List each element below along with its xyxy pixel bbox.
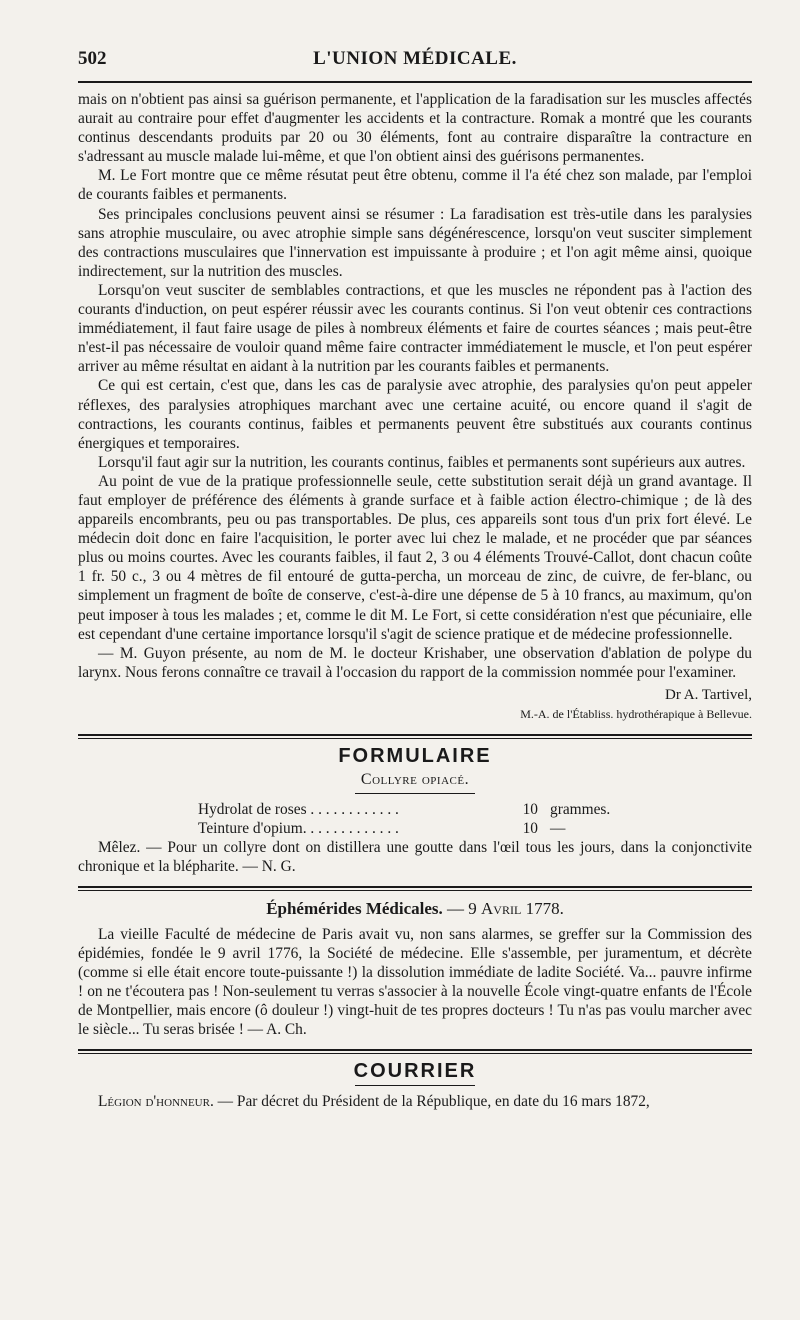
ingredient-qty: 10 [522,801,538,819]
ingredient-unit: — [550,820,566,838]
ephemerides-heading [78,899,752,918]
ingredient-unit: grammes. [550,801,611,819]
recipe-row [198,819,752,838]
paragraph: — M. Guyon présente, au nom de M. le docteur Krishaber, une observation d'ablation de polype du larynx. Nous ferons connaître ce travail à l'occasion du rapport de la commission nommée pour l'examiner. [78,644,752,681]
courrier-paragraph [78,1092,752,1111]
ingredient-name: Teinture d'opium. . . . . . . . . . . . . [198,820,399,838]
formulaire-subtitle: Collyre opiacé. [360,771,470,789]
courrier-title: COURRIER [353,1060,477,1083]
section-divider [78,1049,752,1054]
paragraph: Lorsqu'on veut susciter de semblables contractions, et que les muscles ne répondent pas à l'action des courants d'induction, on peut espérer réussir avec les courants continus. Si l'on veut obtenir ces contractions immédiatement, il faut faire usage de piles à nombreux éléments et faire de courtes séances ; mais peut-être n'est-il pas nécessaire de vouloir quand même faire contracter immédiatement le muscle, et l'on peut espérer arriver au même résultat en aidant à la nutrition par les courants faibles et permanents. [78,281,752,376]
running-head [78,0,752,72]
ephemerides-month: Avril [481,899,522,919]
recipe-row [198,800,752,819]
ephemerides-year: 1778. [525,899,564,919]
header-rule [78,81,752,83]
paragraph: Lorsqu'il faut agir sur la nutrition, les courants continus, faibles et permanents sont supérieurs aux autres. [98,453,746,471]
paragraph: Au point de vue de la pratique professionnelle seule, cette substitution serait déjà un grand avantage. Il faut employer de préférence des éléments à grande surface et à faible action électro-chimique ; de là des appareils encombrants, peu ou pas transportables. De plus, ces appareils sont tous d'un prix fort élevé. Le médecin doit donc en faire l'acquisition, le porter avec lui chez le malade, et ne procéder que par séances plus ou moins courtes. Avec les courants faibles, il faut 2, 3 ou 4 éléments Trouvé-Callot, dont chacun coûte 1 fr. 50 c., 3 ou 4 mètres de fil entouré de gutta-percha, un morceau de zinc, de cuivre, de fer-blanc, ou simplement un fragment de boîte de conserve, c'est-à-dire une dépense de 5 à 10 francs, au maximum, qu'on peut imposer à tous les malades ; et, comme le dit M. Le Fort, si cette considération n'est que pécuniaire, elle est cependant d'une certaine importance lorsqu'il s'agit de science pratique et de médecine professionnelle. [78,472,752,643]
recipe-instructions: Mêlez. — Pour un collyre dont on distillera une goutte dans l'œil tous les jours, dans la conjonctivite chronique et la blépharite. — N. G. [78,839,752,876]
short-rule [355,1085,475,1086]
ephemerides-title: Éphémérides Médicales. [266,899,443,919]
ephemerides-text: La vieille Faculté de médecine de Paris avait vu, non sans alarmes, se greffer sur la Commission des épidémies, fondée le 9 avril 1776, la Société de médecine. Elle s'assemble, per juramentum, et décrète (comme si elle était encore toute-puissante !) la dissolution immédiate de ladite Société. Va... pauvre infirme ! on ne t'écoutera pas ! Non-seulement tu verras s'associer à la nouvelle École vingt-quatre enfants de l'École de Montpellier, mais encore (ô douleur !) vingt-huit de tes propres docteurs ! Tu n'as pas voulu marcher avec le siècle... Tu seras brisée ! — A. Ch. [78,925,752,1039]
paragraph: M. Le Fort montre que ce même résutat peut être obtenu, comme il l'a été chez son malade, par l'emploi de courants faibles et permanents. [78,167,752,204]
paragraph: Ses principales conclusions peuvent ainsi se résumer : La faradisation est très-utile dans les paralysies sans atrophie musculaire, ou avec atrophie simple sans dégénérescence, lorsqu'on veut susciter simplement des contractions musculaires que l'innervation est impuissante à produire ; et l'on agit même ainsi, quoique indirectement, sur la nutrition des muscles. [78,205,752,280]
page-number: 502 [78,48,107,69]
paragraph: Ce qui est certain, c'est que, dans les cas de paralysie avec atrophie, des paralysies qu'on peut appeler réflexes, des paralysies atrophiques marchant avec une certaine acuité, ou encore quand il s'agit de contractions, les courants continus, faibles et permanents peuvent être substitués aux courants continus énergiques et temporaires. [78,377,752,452]
recipe-list [198,800,752,838]
short-rule [355,793,475,794]
signature-affiliation: M.-A. de l'Établiss. hydrothérapique à Bellevue. [520,707,752,721]
article-body [78,90,752,1111]
formulaire-title: FORMULAIRE [338,745,492,768]
signature-name: Dr A. Tartivel, [665,686,752,703]
courrier-lead: Légion d'honneur. [98,1093,214,1111]
journal-title: L'UNION MÉDICALE. [313,48,517,69]
ingredient-name: Hydrolat de roses . . . . . . . . . . . . [198,801,399,819]
ephemerides-date-prefix: — 9 [447,899,477,919]
ingredient-qty: 10 [522,820,538,838]
section-divider [78,886,752,891]
courrier-text: — Par décret du Président de la République, en date du 16 mars 1872, [217,1093,650,1111]
paragraph: mais on n'obtient pas ainsi sa guérison permanente, et l'application de la faradisation sur les muscles affectés aurait au contraire pour effet d'augmenter les accidents et la contracture. Romak a montré que les courants continus descendants produits par 20 ou 30 éléments, font au contraire disparaître la contracture en s'adressant au muscle malade lui-même, et que l'on obtient ainsi des guérisons permanentes. [78,91,752,166]
section-divider [78,734,752,739]
